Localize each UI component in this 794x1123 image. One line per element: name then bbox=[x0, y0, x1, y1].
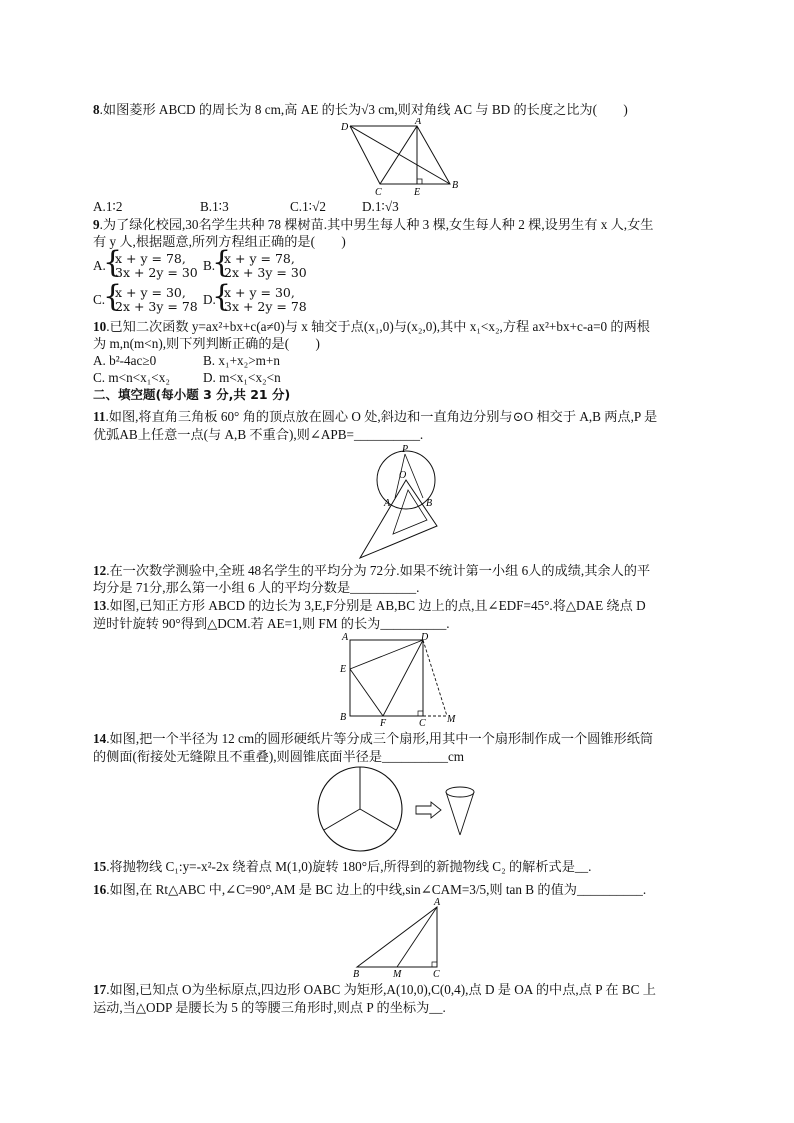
q13-line2: 逆时针旋转 90°得到△DCM.若 AE=1,则 FM 的长为__________. bbox=[93, 616, 450, 631]
q12-line2: 均分是 71分,那么第一小组 6 人的平均分数是__________. bbox=[93, 580, 420, 595]
q8-label-E: E bbox=[414, 187, 421, 198]
q9-option-d-label: D. bbox=[203, 292, 216, 307]
q10-line1 bbox=[93, 319, 650, 335]
q10-number: 10 bbox=[93, 319, 107, 334]
q17-number: 17 bbox=[93, 982, 107, 997]
q9-option-d-eq1: x + y = 30, bbox=[224, 285, 295, 300]
q11-label-O: O bbox=[399, 470, 407, 481]
q10-option-a: A. b²-4ac≥0 bbox=[93, 353, 157, 368]
q13-label-C: C bbox=[419, 718, 426, 727]
q9-option-d-brace: { bbox=[212, 279, 232, 314]
q8-option-a: A.1∶2 bbox=[93, 199, 123, 214]
q10-option-b: B. x₁+x₂>m+n bbox=[203, 353, 280, 368]
q16-text bbox=[93, 882, 646, 898]
q9-option-c-eq2: 2x + 3y = 78 bbox=[115, 299, 198, 314]
q14-stem-1: .如图,把一个半径为 12 cm的圆形硬纸片等分成三个扇形,用其中一个扇形制作成一个圆锥形纸筒 bbox=[106, 731, 654, 746]
q8-option-d: D.1∶√3 bbox=[362, 199, 399, 214]
q13-line1 bbox=[93, 598, 646, 614]
q9-option-c-brace: { bbox=[103, 279, 123, 314]
q16-label-B: B bbox=[353, 969, 360, 979]
q9-option-b-eq2: 2x + 3y = 30 bbox=[224, 265, 307, 280]
q14-line2: 的侧面(衔接处无缝隙且不重叠),则圆锥底面半径是__________cm bbox=[93, 749, 465, 764]
q9-option-a-eq1: x + y = 78, bbox=[115, 251, 186, 266]
q8-label-B: B bbox=[452, 180, 459, 191]
q8-option-c: C.1∶√2 bbox=[290, 199, 326, 214]
q13-label-F: F bbox=[380, 718, 387, 727]
q13-label-M: M bbox=[447, 714, 456, 725]
q16-stem: .如图,在 Rt△ABC 中,∠C=90°,AM 是 BC 边上的中线,sin∠CAM=3/5,则 tan B 的值为__________. bbox=[106, 882, 647, 897]
q9-line2: 有 y 人,根据题意,所列方程组正确的是( ) bbox=[93, 234, 346, 249]
q14-number: 14 bbox=[93, 731, 107, 746]
q9-number: 9 bbox=[93, 217, 100, 232]
q9-option-b-label: B. bbox=[203, 258, 216, 273]
q9-line1 bbox=[93, 217, 653, 233]
q9-option-a-eq2: 3x + 2y = 30 bbox=[115, 265, 198, 280]
q17-line2: 运动,当△ODP 是腰长为 5 的等腰三角形时,则点 P 的坐标为__. bbox=[93, 1000, 446, 1015]
q16-number: 16 bbox=[93, 882, 107, 897]
q13-label-B: B bbox=[340, 712, 347, 723]
q17-line1 bbox=[93, 982, 656, 998]
q11-line1 bbox=[93, 409, 657, 425]
q14-circle-cone-figure bbox=[312, 765, 502, 855]
q11-stem-1: .如图,将直角三角板 60° 角的顶点放在圆心 O 处,斜边和一直角边分别与⊙O 相交于 A,B 两点,P 是 bbox=[105, 409, 658, 424]
q15-text bbox=[93, 859, 591, 875]
q12-stem-1: .在一次数学测验中,全班 48名学生的平均分为 72分.如果不统计第一小组 6人的成绩,其余人的平 bbox=[106, 563, 651, 578]
q12-line1 bbox=[93, 563, 650, 579]
q11-line2: 优弧AB上任意一点(与 A,B 不重合),则∠APB=__________. bbox=[93, 427, 424, 442]
q11-label-P: P bbox=[402, 444, 409, 455]
q8-stem: .如图菱形 ABCD 的周长为 8 cm,高 AE 的长为√3 cm,则对角线 AC 与 BD 的长度之比为( ) bbox=[99, 102, 628, 117]
q14-line1 bbox=[93, 731, 653, 747]
q13-square-figure bbox=[335, 632, 465, 727]
q17-stem-1: .如图,已知点 O为坐标原点,四边形 OABC 为矩形,A(10,0),C(0,4),点 D 是 OA 的中点,点 P 在 BC 上 bbox=[106, 982, 656, 997]
q9-option-c-label: C. bbox=[93, 292, 106, 307]
q13-stem-1: .如图,已知正方形 ABCD 的边长为 3,E,F分别是 AB,BC 边上的点,且∠EDF=45°.将△DAE 绕点 D bbox=[106, 598, 646, 613]
q13-number: 13 bbox=[93, 598, 107, 613]
q9-option-c-eq1: x + y = 30, bbox=[115, 285, 186, 300]
q10-option-c: C. m<n<x₁<x₂ bbox=[93, 370, 170, 385]
q11-label-B: B bbox=[426, 498, 433, 509]
q13-label-E: E bbox=[340, 664, 347, 675]
q8-rhombus-figure bbox=[335, 118, 465, 198]
q9-option-a-label: A. bbox=[93, 258, 106, 273]
q16-label-A: A bbox=[434, 897, 441, 908]
q8-label-D: D bbox=[341, 122, 349, 133]
q11-circle-triangle-figure bbox=[355, 442, 455, 562]
q9-option-b-eq1: x + y = 78, bbox=[224, 251, 295, 266]
q8-label-A: A bbox=[415, 118, 422, 127]
q8-number: 8 bbox=[93, 102, 100, 117]
q16-label-C: C bbox=[433, 969, 440, 979]
q9-stem-1: .为了绿化校园,30名学生共种 78 棵树苗.其中男生每人种 3 棵,女生每人种 2 棵,设男生有 x 人,女生 bbox=[99, 217, 654, 232]
q16-label-M: M bbox=[393, 969, 402, 979]
q8-option-b: B.1∶3 bbox=[200, 199, 229, 214]
q15-stem: .将抛物线 C₁:y=-x²-2x 绕着点 M(1,0)旋转 180°后,所得到的新抛物线 C₂ 的解析式是__. bbox=[106, 859, 592, 874]
q10-option-d: D. m<x₁<x₂<n bbox=[203, 370, 281, 385]
q9-option-a-brace: { bbox=[103, 245, 123, 280]
q8-text bbox=[93, 102, 628, 118]
q10-line2: 为 m,n(m<n),则下列判断正确的是( ) bbox=[93, 336, 320, 351]
q12-number: 12 bbox=[93, 563, 107, 578]
q13-label-A: A bbox=[342, 632, 349, 643]
q13-label-D: D bbox=[421, 632, 429, 643]
q16-triangle-figure bbox=[345, 897, 455, 979]
q11-number: 11 bbox=[93, 409, 106, 424]
q9-option-d-eq2: 3x + 2y = 78 bbox=[224, 299, 307, 314]
q15-number: 15 bbox=[93, 859, 107, 874]
q10-stem-1: .已知二次函数 y=ax²+bx+c(a≠0)与 x 轴交于点(x₁,0)与(x₂,0),其中 x₁<x₂,方程 ax²+bx+c-a=0 的两根 bbox=[106, 319, 650, 334]
q8-label-C: C bbox=[375, 187, 382, 198]
section-2-heading: 二、填空题(每小题 3 分,共 21 分) bbox=[93, 387, 291, 402]
q9-option-b-brace: { bbox=[212, 245, 232, 280]
q11-label-A: A bbox=[384, 498, 391, 509]
